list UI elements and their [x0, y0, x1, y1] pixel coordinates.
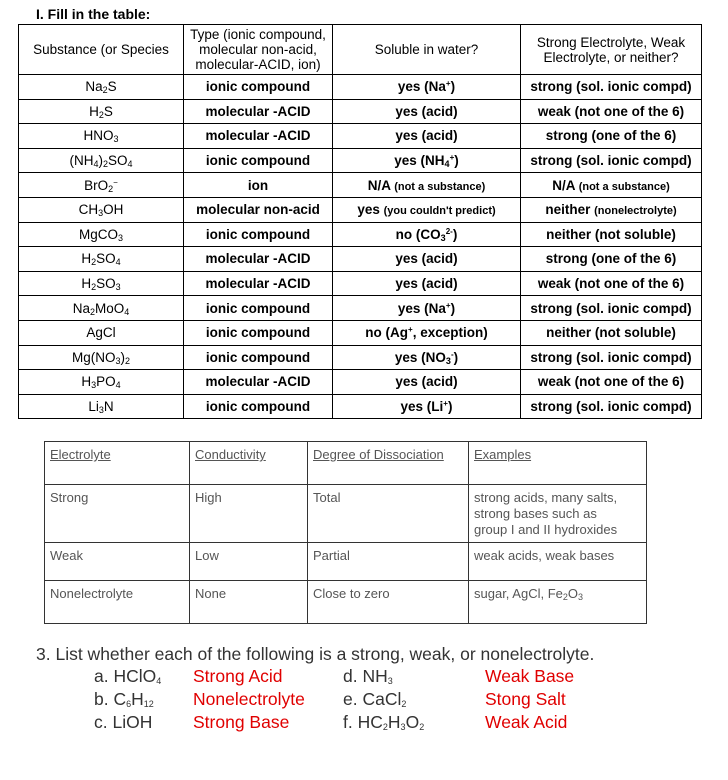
examples-line: group I and II hydroxides — [474, 522, 618, 537]
header-electrolyte-line: Strong Electrolyte, Weak — [536, 34, 686, 50]
item-answer: Weak Acid — [485, 712, 568, 732]
examples-line: strong bases such as — [474, 506, 597, 521]
table1-row — [19, 394, 702, 419]
item-letter: d. — [343, 666, 358, 686]
question3-item — [94, 712, 152, 733]
dissociation-cell: Partial — [308, 543, 469, 581]
substance-cell: $CH_3OH$ — [19, 197, 184, 222]
dissociation-cell: Total — [308, 485, 469, 543]
examples-cell: weak acids, weak bases — [469, 543, 647, 581]
table2-row — [45, 543, 647, 581]
item-answer: Strong Acid — [193, 666, 283, 686]
substance-cell: $HNO_3$ — [19, 124, 184, 149]
examples-line: strong acids, many salts, — [474, 490, 618, 505]
type-cell: ionic compound — [184, 320, 333, 345]
header-electrolyte-type: Electrolyte — [45, 442, 190, 485]
item-letter: c. — [94, 712, 108, 732]
electrolyte-cell: strong (sol. ionic compd) — [521, 75, 702, 100]
table1-row — [19, 370, 702, 395]
soluble-cell: no (Ag+, exception) — [333, 320, 521, 345]
question3-item — [94, 666, 161, 687]
electrolyte-cell: N/A (not a substance) — [521, 173, 702, 198]
electrolyte-cell: neither (nonelectrolyte) — [521, 197, 702, 222]
substance-cell: MgCO$_3$ — [19, 222, 184, 247]
soluble-cell: yes (acid) — [333, 99, 521, 124]
item-answer: Strong Base — [193, 712, 290, 732]
header-substance: Substance (or Species — [19, 25, 184, 75]
substance-cell: $H_3PO_4$ — [19, 370, 184, 395]
table1-row — [19, 320, 702, 345]
electrolyte-cell: Weak — [45, 543, 190, 581]
item-compound: $C_6H_{12}$ — [113, 689, 154, 709]
table2-row — [45, 581, 647, 624]
section-title: I. Fill in the table: — [36, 6, 151, 22]
soluble-cell: yes (Na+) — [333, 75, 521, 100]
soluble-cell: yes (acid) — [333, 370, 521, 395]
table1-row — [19, 99, 702, 124]
question3-prompt: 3. List whether each of the following is a strong, weak, or nonelectrolyte. — [36, 644, 595, 664]
table2-header-row — [45, 442, 647, 485]
soluble-cell: yes (acid) — [333, 247, 521, 272]
type-cell: molecular -ACID — [184, 370, 333, 395]
soluble-cell: yes (acid) — [333, 271, 521, 296]
item-compound: $HC_2H_3O_2$ — [357, 712, 425, 732]
substance-cell: BrO$_2$− — [19, 173, 184, 198]
electrolyte-cell: weak (not one of the 6) — [521, 370, 702, 395]
type-cell: molecular -ACID — [184, 271, 333, 296]
item-letter: e. — [343, 689, 358, 709]
electrolyte-cell: Strong — [45, 485, 190, 543]
header-type — [184, 25, 333, 75]
header-conductivity: Conductivity — [190, 442, 308, 485]
type-cell: molecular non-acid — [184, 197, 333, 222]
type-cell: ionic compound — [184, 148, 333, 173]
dissociation-cell: Close to zero — [308, 581, 469, 624]
item-letter: b. — [94, 689, 109, 709]
soluble-cell: yes (Li+) — [333, 394, 521, 419]
table1-row — [19, 222, 702, 247]
table1-row — [19, 148, 702, 173]
electrolyte-cell: weak (not one of the 6) — [521, 99, 702, 124]
electrolyte-fill-table — [18, 24, 702, 419]
header-electrolyte — [521, 25, 702, 75]
electrolyte-cell: strong (one of the 6) — [521, 124, 702, 149]
table1-row — [19, 173, 702, 198]
question3-item — [343, 712, 424, 733]
item-letter: a. — [94, 666, 109, 686]
electrolyte-cell: strong (sol. ionic compd) — [521, 148, 702, 173]
header-type-line: molecular non-acid, — [199, 42, 317, 57]
examples-cell — [469, 485, 647, 543]
electrolyte-summary-table — [44, 441, 647, 624]
item-answer: Nonelectrolyte — [193, 689, 305, 709]
header-dissociation: Degree of Dissociation — [308, 442, 469, 485]
header-type-line: Type (ionic compound, — [190, 27, 326, 42]
item-compound: HClO$_4$ — [113, 666, 162, 686]
electrolyte-cell: neither (not soluble) — [521, 222, 702, 247]
header-examples: Examples — [469, 442, 647, 485]
electrolyte-cell: strong (sol. ionic compd) — [521, 394, 702, 419]
electrolyte-cell: strong (sol. ionic compd) — [521, 345, 702, 370]
item-answer: Weak Base — [485, 666, 575, 686]
electrolyte-cell: neither (not soluble) — [521, 320, 702, 345]
soluble-cell: yes (acid) — [333, 124, 521, 149]
substance-cell: $Na_2S$ — [19, 75, 184, 100]
question3-item — [343, 666, 393, 687]
type-cell: ionic compound — [184, 296, 333, 321]
question3-item — [343, 689, 406, 710]
substance-cell: AgCl — [19, 320, 184, 345]
substance-cell: $Mg(NO_3)_2$ — [19, 345, 184, 370]
table2-row — [45, 485, 647, 543]
soluble-cell: no $(CO_3^{2-})$ — [333, 222, 521, 247]
conductivity-cell: Low — [190, 543, 308, 581]
examples-cell: sugar, AgCl, $Fe_2O_3$ — [469, 581, 647, 624]
type-cell: ionic compound — [184, 394, 333, 419]
type-cell: ionic compound — [184, 222, 333, 247]
substance-cell: $(NH_4)_2SO_4$ — [19, 148, 184, 173]
item-letter: f. — [343, 712, 353, 732]
substance-cell: $Li_3N$ — [19, 394, 184, 419]
soluble-cell: yes (Na+) — [333, 296, 521, 321]
soluble-cell: yes $(NO_3^-)$ — [333, 345, 521, 370]
conductivity-cell: None — [190, 581, 308, 624]
item-compound: LiOH — [112, 712, 153, 732]
table1-row — [19, 271, 702, 296]
conductivity-cell: High — [190, 485, 308, 543]
type-cell: molecular -ACID — [184, 124, 333, 149]
electrolyte-cell: weak (not one of the 6) — [521, 271, 702, 296]
item-compound: CaCl$_2$ — [362, 689, 407, 709]
item-answer: Stong Salt — [485, 689, 566, 709]
table1-row — [19, 296, 702, 321]
soluble-cell: yes $(NH_4^+)$ — [333, 148, 521, 173]
electrolyte-cell: strong (sol. ionic compd) — [521, 296, 702, 321]
substance-cell: $H_2SO_4$ — [19, 247, 184, 272]
table1-header-row — [19, 25, 702, 75]
type-cell: molecular -ACID — [184, 99, 333, 124]
type-cell: ionic compound — [184, 75, 333, 100]
table1-row — [19, 197, 702, 222]
soluble-cell: N/A (not a substance) — [333, 173, 521, 198]
substance-cell: $H_2S$ — [19, 99, 184, 124]
type-cell: ionic compound — [184, 345, 333, 370]
table1-row — [19, 75, 702, 100]
substance-cell: $H_2SO_3$ — [19, 271, 184, 296]
header-type-line: molecular-ACID, ion) — [195, 57, 321, 72]
type-cell: ion — [184, 173, 333, 198]
table1-row — [19, 247, 702, 272]
question3-item — [94, 689, 154, 710]
electrolyte-cell: strong (one of the 6) — [521, 247, 702, 272]
header-electrolyte-line: Electrolyte, or neither? — [543, 49, 679, 65]
type-cell: molecular -ACID — [184, 247, 333, 272]
header-soluble: Soluble in water? — [333, 25, 521, 75]
table1-row — [19, 345, 702, 370]
electrolyte-cell: Nonelectrolyte — [45, 581, 190, 624]
item-compound: $NH_3$ — [362, 666, 393, 686]
soluble-cell: yes (you couldn't predict) — [333, 197, 521, 222]
substance-cell: $Na_2MoO_4$ — [19, 296, 184, 321]
table1-row — [19, 124, 702, 149]
